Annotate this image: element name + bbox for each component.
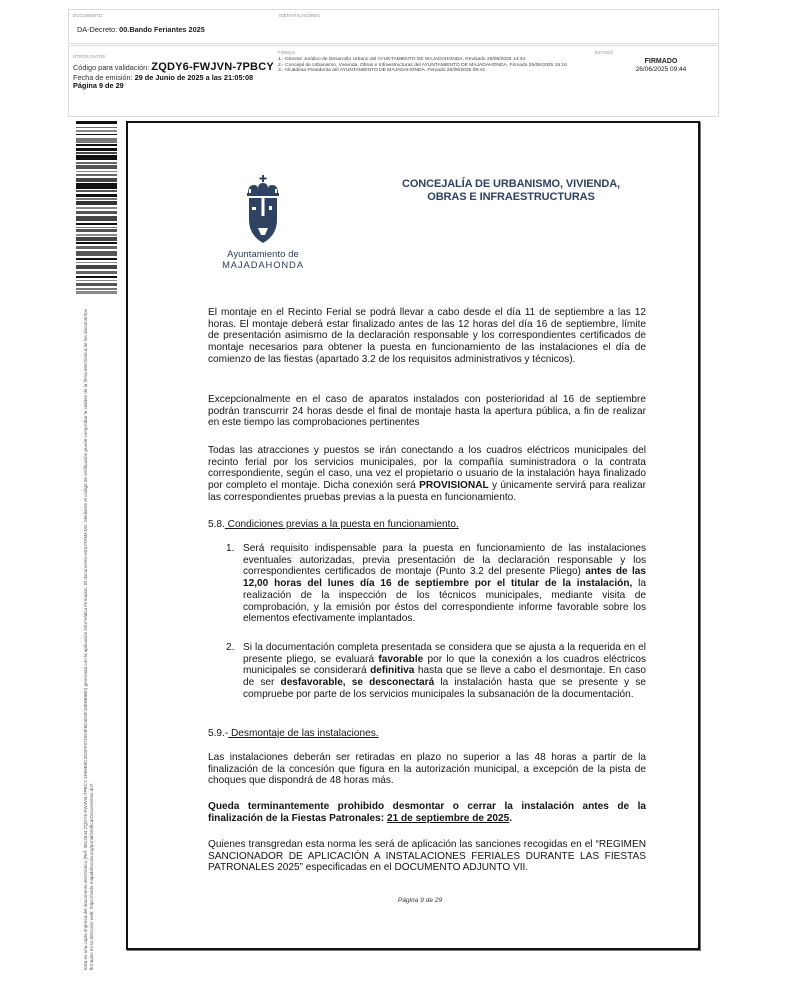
list-text — [243, 543, 646, 625]
text-span: Si la documentación completa presentada se considera que se ajusta a la requerida en el presente pliego, se evaluará — [243, 642, 646, 665]
signatures-list — [278, 57, 598, 74]
section-heading-5-9 — [208, 728, 379, 740]
bold-desfavorable: desfavorable, se desconectará — [280, 677, 435, 689]
coat-of-arms-icon — [244, 175, 282, 245]
validation-code-line — [73, 61, 274, 73]
verification-vertical-text: Esta es una copia impresa del documento electrónico (Ref: 3612844 ZQDY6-FWJVN-7PBCY 4F69B9C2D3FF07DD4F6D4D0F10E6B9B0) generada con la aplicación informática Firmadoc. El documento está FIRMADO. Mediante el código de verificación puede comprobar la validez de la firma electrónica de los documentos firmados en la dirección web: https://sede.majadahonda.org/portal/verificarDocumentos.do? — [83, 309, 94, 970]
paragraph-excepcionalmente: Excepcionalmente en el caso de aparatos instalados con posterioridad al 16 de septiembre podrán transcurrir 24 horas desde el final de montaje hasta la apertura pública, a fin de realizar en este tiempo las comprobaciones pertinentes — [208, 394, 646, 429]
text-span: Todas las atracciones y puestos se irán conectando a los cuadros eléctricos municipales del recinto ferial por los servicios municipales, por la compañía suministradora o la contrata correspondiente, según el caso, una vez el propietario o usuario de la instalación haya finalizado por completo el montaje. Dicha conexión será — [208, 445, 646, 492]
section-title: Desmontaje de las instalaciones. — [228, 728, 379, 739]
bold-deadline: antes de las 12,00 horas del lunes día 16 de septiembre por el titular de la instalación, — [243, 566, 646, 590]
list-item-1 — [226, 543, 646, 625]
town-name-line1: Ayuntamiento de — [227, 248, 299, 259]
paragraph-conexion — [208, 445, 646, 504]
text-span: . — [509, 812, 513, 824]
page-footer-number: Página 9 de 29 — [397, 897, 443, 904]
issue-date: 29 de Junio de 2025 a las 21:05:08 — [134, 73, 254, 82]
list-text — [243, 642, 646, 701]
list-number: 2. — [226, 642, 235, 653]
section-heading-5-8 — [208, 519, 459, 531]
bold-favorable: favorable — [378, 653, 424, 665]
signature-item: 1.- Director Jurídico de Desarrollo Urbano del AYUNTAMIENTO DE MAJADAHONDA. Revisado 25/06/2025 14:34 — [278, 57, 526, 62]
text-span: Será requisito indispensable para la puesta en funcionamiento de las instalaciones eventuales autorizadas, previa presentación de la declaración responsable y los correspondientes certificados de montaje (Punto 3.2 del presente Pliego) — [243, 543, 646, 578]
validation-code[interactable]: ZQDY6-FWJVN-7PBCY — [151, 61, 274, 73]
status-date: 26/06/2025 09:44 — [635, 66, 687, 73]
page-count-line — [73, 81, 124, 90]
page-count: Página 9 de 29 — [73, 81, 124, 90]
bold-definitiva: definitiva — [370, 665, 415, 677]
section-title: Condiciones previas a la puesta en funcionamiento. — [224, 519, 459, 530]
text-span: y únicamente servirá para realizar las correspondientes pruebas previas a la puesta en funcionamiento. — [208, 480, 646, 503]
paragraph-sanciones: Quienes transgredan esta norma les será de aplicación las sanciones recogidas en el “REGIMEN SANCIONADOR DE APLICACIÓN A INSTALACIONES FERIALES DURANTE LAS FIESTAS PATRONALES 2025” especificadas en el DOCUMENTO ADJUNTO VII. — [208, 839, 646, 874]
text-span: la realización de la inspección de los técnicos municipales, mediante visita de comprobación, y la emisión por éstos del correspondiente informe favorable sobre los elementos efectivamente implantados. — [243, 578, 646, 625]
paragraph-montaje: El montaje en el Recinto Ferial se podrá llevar a cabo desde el día 11 de septiembre a las 12 horas. El montaje deberá estar finalizado antes de las 12 horas del día 16 de septiembre, límite de presentación asimismo de la declaración responsable y los correspondientes certificados de montaje necesarios para obtener la puesta en funcionamiento de las instalaciones el día de comienzo de las fiestas (apartado 3.2 de los requisitos administrativos y técnicos). — [208, 307, 646, 365]
paragraph-prohibicion — [208, 801, 646, 824]
document-name: 00.Bando Feriantes 2025 — [119, 25, 205, 34]
issue-date-prefix: Fecha de emisión: — [73, 73, 135, 82]
document-title — [77, 25, 205, 34]
paragraph-retirada: Las instalaciones deberán ser retiradas en plazo no superior a las 48 horas a partir de la finalización de la concesión que figura en la autorización municipal, a excepción de la pista de choques que dispondrá de 48 horas más. — [208, 752, 646, 787]
list-item-2 — [226, 642, 646, 701]
municipality-logo — [217, 175, 309, 270]
status-badge: FIRMADO — [644, 58, 678, 65]
section-number: 5.9.- — [208, 728, 229, 739]
metadata-row-document — [68, 9, 719, 44]
identificadores-label: IDENTIFICADORES — [279, 13, 321, 18]
bold-prohibition: Queda terminantemente prohibido desmontar o cerrar la instalación antes de la finalización de la Fiestas Patronales: — [208, 801, 646, 824]
department-line2: OBRAS E INFRAESTRUCTURAS — [427, 190, 595, 203]
documento-label: DOCUMENTO — [73, 13, 103, 18]
text-span: hasta que se lleve a cabo el desmontaje. En caso de ser — [243, 665, 646, 689]
town-name-line2: MAJADAHONDA — [222, 259, 304, 270]
text-span: la instalación hasta que se presente y se compruebe por parte de los servicios municipales la subsanación de la documentación. — [243, 677, 647, 700]
list-number: 1. — [226, 543, 235, 554]
document-prefix: DA-Decreto: — [77, 25, 120, 34]
bold-provisional: PROVISIONAL — [419, 480, 489, 492]
end-date: 21 de septiembre de 2025 — [386, 812, 510, 824]
text-span: por lo que la conexión a los cuadros eléctricos municipales se considerará — [243, 653, 646, 677]
department-heading — [398, 178, 624, 203]
document-page-frame — [126, 121, 700, 950]
status-block — [613, 58, 709, 74]
firmas-label: FIRMAS — [278, 50, 296, 55]
signature-item: 2.- Concejal de Urbanismo, Vivienda, Obras e Infraestructuras del AYUNTAMIENTO DE MAJADAHONDA. Firmado 25/06/2025 15:16 — [278, 62, 567, 68]
department-line1: CONCEJALÍA DE URBANISMO, VIVIENDA, — [401, 178, 621, 190]
metadata-row-details — [68, 45, 719, 117]
section-number: 5.8. — [208, 519, 225, 530]
barcode-icon — [76, 121, 117, 294]
signature-item: 3.- Alcaldesa Presidenta del AYUNTAMIENTO DE MAJADAHONDA. Firmado 26/06/2025 09:44 — [278, 68, 485, 74]
validation-code-prefix: Código para validación: — [73, 63, 152, 72]
otros-datos-label: OTROS DATOS — [73, 54, 106, 59]
estado-label: ESTADO — [595, 50, 614, 55]
